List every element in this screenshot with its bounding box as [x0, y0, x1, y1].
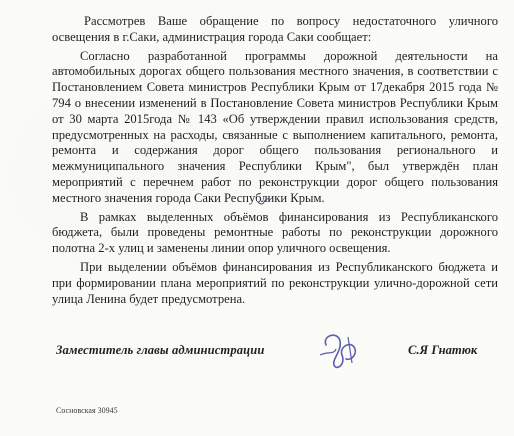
paragraph-funding: В рамках выделенных объёмов финансирования из Республиканского бюджета, были проведены ремонтные работы по реконструкции дорожного полотна 2-х улиц и заменены линии опор уличного освещения.	[52, 209, 498, 256]
letter-body	[52, 14, 498, 307]
signatory-name: С.Я Гнатюк	[408, 343, 478, 357]
pen-mark-icon	[256, 196, 272, 208]
intro-paragraph: Рассмотрев Ваше обращение по вопросу недостаточного уличного освещения в г.Саки, администрация города Саки сообщает:	[52, 14, 498, 44]
signatory-title: Заместитель главы администрации	[56, 343, 265, 357]
handwritten-signature-icon	[312, 325, 372, 373]
paragraph-program: Согласно разработанной программы дорожной деятельности на автомобильных дорогах общего пользования местного значения, в соответствии с Постановлением Совета министров Республики Крым от 17декабря 2015 года № 794 о внесении изменений в Постановление Совета министров Республики Крым от 30 марта 2015года № 143 «Об утверждении правил использования средств, предусмотренных на расходы, связанные с выполнением капитального, ремонта, ремонта и содержания дорог общего пользования регионального и межмуниципального значения Республики Крым", был утверждён план мероприятий с перечнем работ по реконструкции дорог общего пользования местного значения города Саки Республики Крым.	[52, 48, 498, 205]
paragraph-future: При выделении объёмов финансирования из Республиканского бюджета и при формировании плана мероприятий по реконструкции улично-дорожной сети улица Ленина будет предусмотрена.	[52, 259, 498, 306]
executor-note: Сосновская 30945	[56, 406, 118, 415]
